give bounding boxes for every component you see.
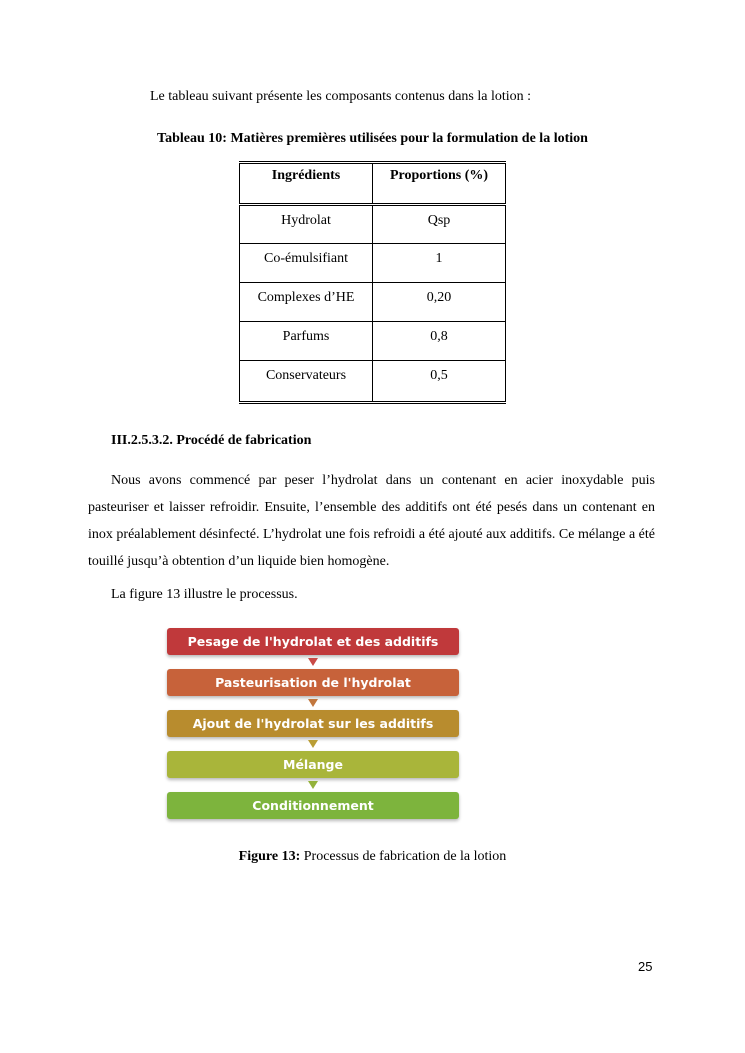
down-arrow-icon — [308, 658, 318, 666]
table-row — [240, 244, 506, 283]
proportion-cell: Qsp — [373, 205, 506, 244]
proportion-cell: 0,8 — [373, 322, 506, 361]
ingredient-cell: Conservateurs — [240, 361, 373, 403]
column-header-proportions: Proportions (%) — [373, 163, 506, 205]
ingredients-table — [239, 161, 506, 404]
arrow-shape — [308, 781, 318, 789]
ingredient-cell: Complexes d’HE — [240, 283, 373, 322]
arrow-shape — [308, 699, 318, 707]
arrow-shape — [308, 658, 318, 666]
table-row — [240, 283, 506, 322]
figure-caption-text: Processus de fabrication de la lotion — [300, 849, 507, 864]
table-row — [240, 205, 506, 244]
proportion-cell: 0,20 — [373, 283, 506, 322]
flow-step-pasteurisation: Pasteurisation de l'hydrolat — [167, 669, 459, 696]
down-arrow-icon — [308, 699, 318, 707]
section-heading: III.2.5.3.2. Procédé de fabrication — [111, 433, 312, 448]
intro-text: Le tableau suivant présente les composants contenus dans la lotion : — [150, 89, 532, 104]
figure-intro-text: La figure 13 illustre le processus. — [111, 587, 298, 602]
ingredient-cell: Co-émulsifiant — [240, 244, 373, 283]
figure-caption-label: Figure 13: — [238, 849, 301, 864]
flow-step-packaging: Conditionnement — [167, 792, 459, 819]
body-paragraph: Nous avons commencé par peser l’hydrolat dans un contenant en acier inoxydable puis pasteuriser et laisser refroidir. Ensuite, l’ensemble des additifs ont été pesés dans un contenant en inox préalablement désinfecté. L’hydrolat une fois refroidi a été ajouté aux additifs. Ce mélange a été touillé jusqu’à obtention d’un liquide bien homogène. — [88, 473, 655, 569]
proportion-cell: 0,5 — [373, 361, 506, 403]
column-header-ingredients: Ingrédients — [240, 163, 373, 205]
table-row — [240, 322, 506, 361]
flow-step-weighing: Pesage de l'hydrolat et des additifs — [167, 628, 459, 655]
figure-caption — [0, 849, 745, 865]
flow-step-adding: Ajout de l'hydrolat sur les additifs — [167, 710, 459, 737]
table-caption: Tableau 10: Matières premières utilisées pour la formulation de la lotion — [157, 131, 588, 146]
arrow-shape — [308, 740, 318, 748]
table-row — [240, 361, 506, 403]
flow-step-mixing: Mélange — [167, 751, 459, 778]
page-number: 25 — [638, 959, 653, 974]
down-arrow-icon — [308, 740, 318, 748]
ingredient-cell: Hydrolat — [240, 205, 373, 244]
table-header-row — [240, 163, 506, 205]
ingredient-cell: Parfums — [240, 322, 373, 361]
down-arrow-icon — [308, 781, 318, 789]
proportion-cell: 1 — [373, 244, 506, 283]
process-flowchart — [167, 628, 459, 820]
